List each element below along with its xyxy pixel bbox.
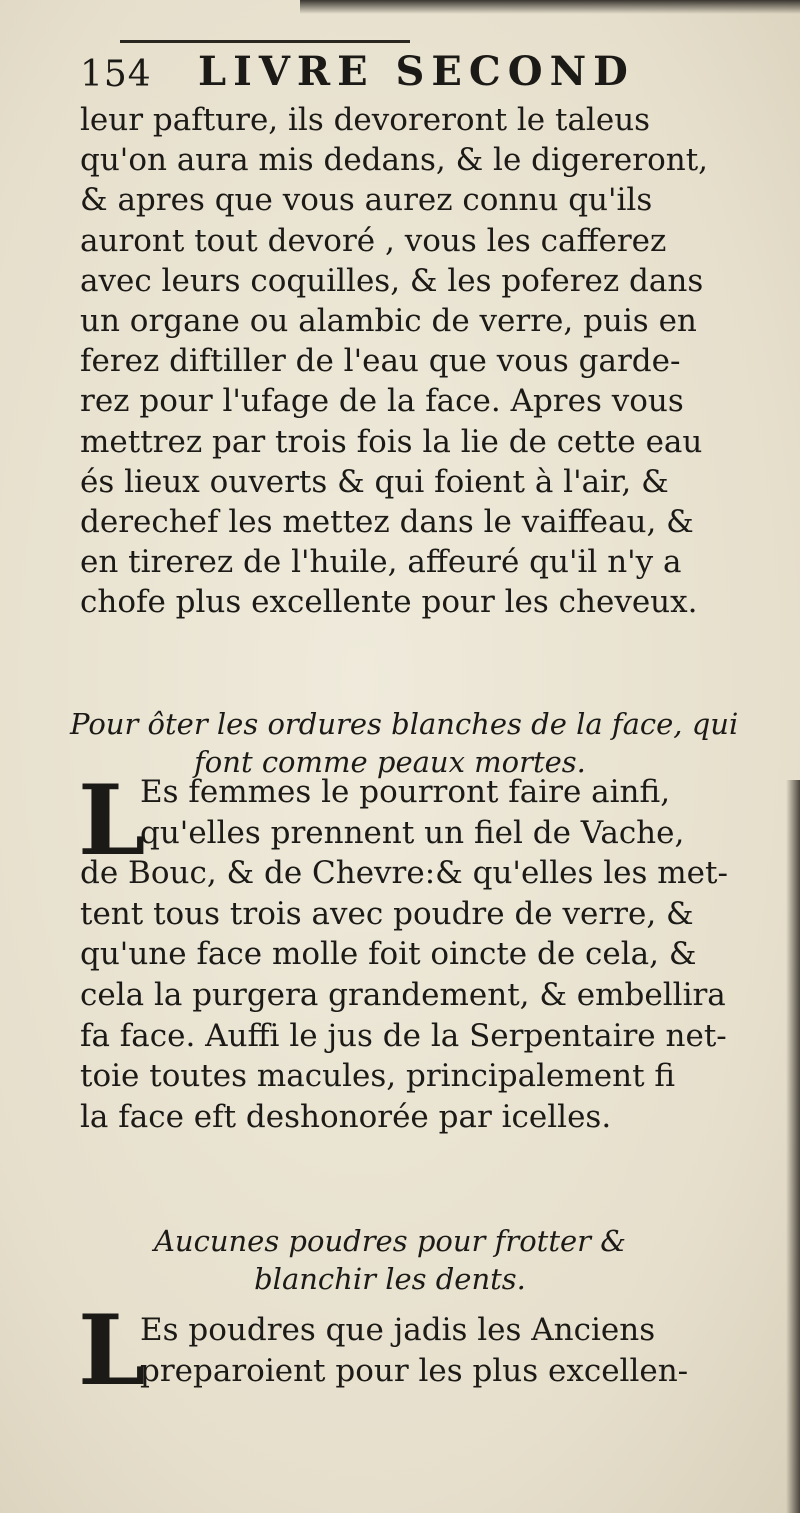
text-line: Es femmes le pourront faire ainfi, (140, 774, 671, 810)
page-number: 154 (80, 54, 152, 95)
text-line: derechef les mettez dans le vaiffeau, & (80, 503, 694, 540)
text-line: rez pour l'ufage de la face. Apres vous (80, 383, 684, 420)
page-top-shadow (300, 0, 800, 14)
text-line: auront tout devoré , vous les cafferez (80, 222, 667, 259)
text-line: és lieux ouverts & qui foient à l'air, & (80, 463, 669, 500)
text-line: & apres que vous aurez connu qu'ils (80, 182, 653, 219)
section-heading (70, 705, 739, 781)
text-line: avec leurs coquilles, & les poferez dans (80, 262, 704, 299)
text-line: mettrez par trois fois la lie de cette eau (80, 423, 703, 460)
section-paragraph (78, 1294, 720, 1407)
text-line: Es poudres que jadis les Anciens (140, 1312, 656, 1348)
text-line: leur pafture, ils devoreront le taleus (80, 102, 651, 138)
heading-line: Pour ôter les ordures blanches de la face, qui (70, 707, 739, 741)
text-line: de Bouc, & de Chevre:& qu'elles les met- (80, 855, 728, 892)
section-paragraph (78, 764, 728, 1137)
text-line: qu'elles prennent un fiel de Vache, (140, 814, 685, 851)
text-line: tent tous trois avec poudre de verre, & (80, 895, 694, 932)
text-line: un organe ou alambic de verre, puis en (80, 302, 697, 339)
header-rule (120, 40, 410, 43)
section-heading (70, 1222, 710, 1298)
heading-line: Aucunes poudres pour frotter & (153, 1224, 627, 1258)
text-line: ferez diftiller de l'eau que vous garde- (80, 343, 681, 380)
drop-cap: L (78, 764, 146, 877)
page-header (80, 40, 640, 95)
text-line: fa face. Auffi le jus de la Serpentaire net- (80, 1017, 727, 1054)
text-line: qu'on aura mis dedans, & le digereront, (80, 142, 709, 179)
text-line: chofe plus excellente pour les cheveux. (80, 584, 698, 621)
text-line: toie toutes macules, principalement fi (80, 1058, 676, 1095)
text-line: en tirerez de l'huile, affeuré qu'il n'y a (80, 544, 682, 581)
text-line: preparoient pour les plus excellen- (140, 1352, 689, 1389)
text-line: la face eft deshonorée par icelles. (80, 1098, 612, 1135)
text-line: cela la purgera grandement, & embellira (80, 976, 726, 1013)
page-edge-shadow (786, 780, 800, 1513)
heading-line: blanchir les dents. (254, 1262, 526, 1296)
drop-cap: L (78, 1294, 146, 1407)
paragraph-continued (80, 100, 720, 622)
running-title: LIVRE SECOND (198, 48, 635, 95)
text-line: qu'une face molle foit oincte de cela, & (80, 936, 697, 973)
heading-line: font comme peaux mortes. (194, 745, 586, 779)
